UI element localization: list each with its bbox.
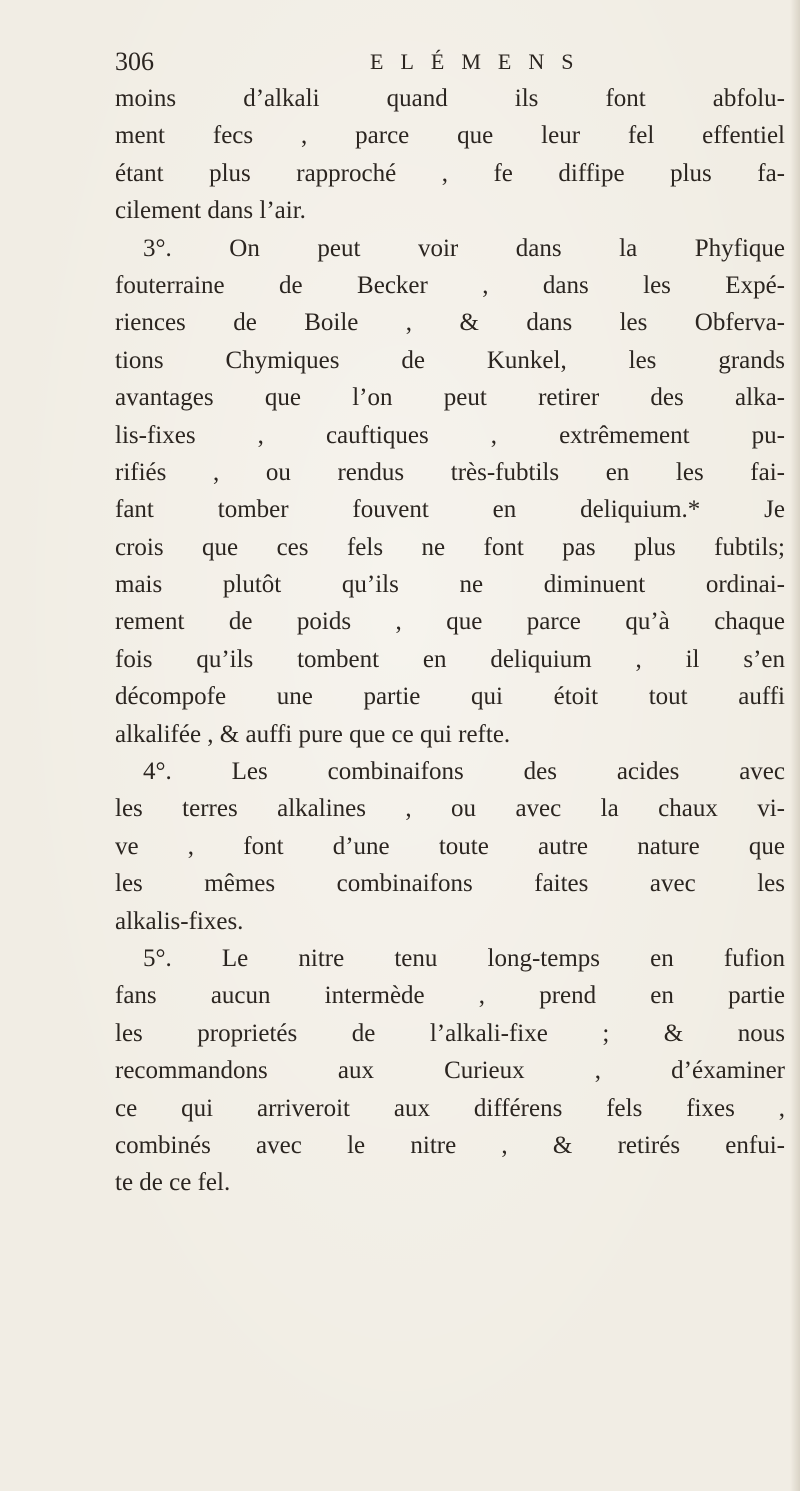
text-line: rement de poids , que parce qu’à chaque	[115, 608, 785, 636]
running-head: ELÉMENS	[370, 49, 591, 74]
text-line: avantages que l’on peut retirer des alka-	[115, 384, 785, 412]
text-line: ve , font d’une toute autre nature que	[115, 832, 785, 860]
text-line: crois que ces fels ne font pas plus fubtils;	[115, 533, 785, 561]
text-line: étant plus rapproché , fe diffipe plus fa-	[115, 159, 785, 187]
text-line: fant tomber fouvent en deliquium.* Je	[115, 496, 785, 524]
text-line: alkalifée , & auffi pure que ce qui refte.	[115, 720, 511, 748]
text-line: fouterraine de Becker , dans les Expé-	[115, 271, 785, 299]
page-number: 306	[115, 47, 154, 76]
text-line: mais plutôt qu’ils ne diminuent ordinai-	[115, 571, 785, 599]
text-line: cilement dans l’air.	[115, 197, 306, 225]
text-line: les mêmes combinaifons faites avec les	[115, 870, 785, 898]
text-line: les terres alkalines , ou avec la chaux vi-	[115, 795, 785, 823]
text-line: recommandons aux Curieux , d’éxaminer	[115, 1057, 785, 1085]
text-line: te de ce fel.	[115, 1169, 231, 1197]
text-line: riences de Boile , & dans les Obferva-	[115, 309, 785, 337]
text-line: rifiés , ou rendus très-fubtils en les fai-	[115, 458, 785, 486]
text-line: combinés avec le nitre , & retirés enfui-	[115, 1131, 785, 1159]
text-line: ce qui arriveroit aux différens fels fixes ,	[115, 1094, 785, 1122]
text-line: fans aucun intermède , prend en partie	[115, 982, 785, 1010]
text-line: 3°. On peut voir dans la Phyfique	[143, 234, 785, 262]
text-line: moins d’alkali quand ils font abfolu-	[115, 85, 785, 112]
text-line: 5°. Le nitre tenu long-temps en fufion	[143, 944, 785, 972]
text-line: fois qu’ils tombent en deliquium , il s’en	[115, 645, 785, 673]
page-edge-shadow	[790, 0, 800, 1491]
text-line: ment fecs , parce que leur fel effentiel	[115, 122, 785, 150]
text-line: les proprietés de l’alkali-fixe ; & nous	[115, 1019, 785, 1047]
text-line: 4°. Les combinaifons des acides avec	[143, 758, 785, 786]
text-line: alkalis-fixes.	[115, 907, 244, 935]
text-line: décompofe une partie qui étoit tout auffi	[115, 683, 785, 711]
text-line: lis-fixes , cauftiques , extrêmement pu-	[115, 421, 785, 449]
page-header	[115, 42, 645, 82]
text-line: tions Chymiques de Kunkel, les grands	[115, 346, 785, 374]
body-text	[115, 80, 785, 1202]
